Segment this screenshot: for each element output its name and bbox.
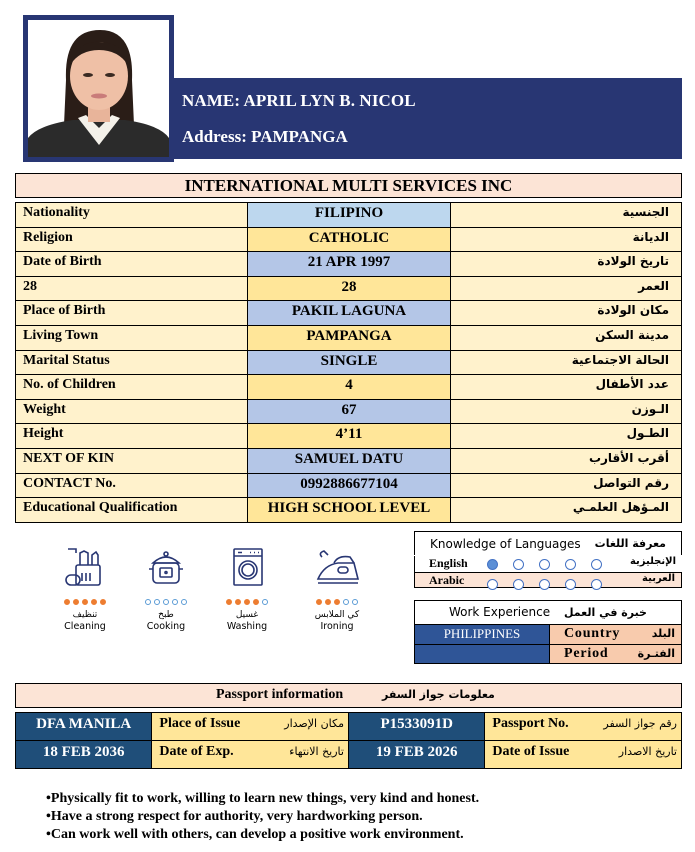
detail-value: 28 <box>248 276 451 301</box>
detail-label-ar: الطـول <box>451 424 682 449</box>
cleaning-icon <box>62 545 108 591</box>
candidate-address: Address: PAMPANGA <box>182 127 348 146</box>
passport-row <box>16 741 682 769</box>
languages-header <box>414 531 682 555</box>
label-en: Place of Issue <box>159 716 241 731</box>
language-row-english <box>414 556 682 572</box>
label-ar: مكان الإصدار <box>284 717 344 730</box>
rating-dot <box>73 599 79 605</box>
detail-label-ar: الديانة <box>451 227 682 252</box>
detail-label-ar: الجنسية <box>451 203 682 228</box>
detail-label: Place of Birth <box>16 301 248 326</box>
passport-title-ar: معلومات جواز السفر <box>382 688 495 701</box>
language-level-radio <box>591 559 602 570</box>
period-label-ar: الفتـرة <box>637 647 675 660</box>
details-row <box>16 448 682 473</box>
languages-title-ar: معرفة اللغات <box>594 537 666 550</box>
language-level-radio <box>487 559 498 570</box>
skill-label-ar: كي الملابس <box>314 610 360 620</box>
detail-value: CATHOLIC <box>248 227 451 252</box>
candidate-name: NAME: APRIL LYN B. NICOL <box>182 91 416 110</box>
details-row <box>16 473 682 498</box>
detail-label-ar: تاريخ الولادة <box>451 252 682 277</box>
detail-label-ar: أقرب الأقارب <box>451 448 682 473</box>
profile-photo <box>28 20 169 157</box>
place-of-issue-label <box>152 713 349 741</box>
label-ar: تاريخ الاصدار <box>618 745 677 758</box>
skill-cleaning <box>45 545 125 632</box>
date-of-exp-label <box>152 741 349 769</box>
rating-dot <box>325 599 331 605</box>
language-name: English <box>429 556 468 570</box>
detail-value: SAMUEL DATU <box>248 448 451 473</box>
period-label-en: Period <box>564 646 609 661</box>
detail-label-ar: المـؤهل العلمـي <box>451 498 682 523</box>
detail-label: Nationality <box>16 203 248 228</box>
rating-dot <box>163 599 169 605</box>
rating-dot <box>100 599 106 605</box>
rating-dot <box>145 599 151 605</box>
rating-dot <box>334 599 340 605</box>
rating-dot <box>64 599 70 605</box>
work-row-period <box>415 644 681 663</box>
details-row <box>16 252 682 277</box>
detail-label: No. of Children <box>16 375 248 400</box>
detail-label: 28 <box>16 276 248 301</box>
iron-icon <box>314 545 360 591</box>
rating-dot <box>82 599 88 605</box>
skill-label-en: Ironing <box>320 621 354 632</box>
language-level-arabic <box>487 579 602 590</box>
detail-value: 67 <box>248 399 451 424</box>
skill-cooking <box>126 545 206 632</box>
skill-ironing <box>297 545 377 632</box>
country-label-ar: البلد <box>651 627 675 640</box>
detail-value: 21 APR 1997 <box>248 252 451 277</box>
details-row <box>16 399 682 424</box>
detail-label-ar: مدينة السكن <box>451 325 682 350</box>
rating-dot <box>253 599 259 605</box>
rating-dot <box>235 599 241 605</box>
detail-label: Educational Qualification <box>16 498 248 523</box>
passport-table <box>15 712 682 769</box>
detail-value: PAMPANGA <box>248 325 451 350</box>
language-level-radio <box>565 579 576 590</box>
passport-no-label <box>485 713 682 741</box>
work-country-label <box>550 625 681 644</box>
washing-machine-icon <box>224 545 270 591</box>
rating-dot <box>352 599 358 605</box>
work-experience-title <box>415 601 681 625</box>
detail-label-ar: عدد الأطفال <box>451 375 682 400</box>
country-label-en: Country <box>564 626 621 641</box>
skill-label-ar: طبخ <box>158 610 174 620</box>
header-bar <box>173 78 682 159</box>
work-period-value <box>415 645 550 663</box>
rating-dot <box>172 599 178 605</box>
work-title-ar: خبرة في العمل <box>563 606 647 619</box>
details-row <box>16 227 682 252</box>
detail-label-ar: رقم التواصل <box>451 473 682 498</box>
rating-dot <box>226 599 232 605</box>
detail-label-ar: العمر <box>451 276 682 301</box>
detail-value: FILIPINO <box>248 203 451 228</box>
passport-title <box>15 683 682 708</box>
detail-label-ar: الحالة الاجتماعية <box>451 350 682 375</box>
detail-value: PAKIL LAGUNA <box>248 301 451 326</box>
skill-rating-ironing <box>297 599 377 605</box>
label-ar: رقم جواز السفر <box>603 717 677 730</box>
work-row-country <box>415 625 681 644</box>
work-title-en: Work Experience <box>448 605 551 619</box>
rating-dot <box>316 599 322 605</box>
profile-photo-frame <box>23 15 174 162</box>
details-row <box>16 325 682 350</box>
label-en: Date of Issue <box>492 744 570 759</box>
language-level-radio <box>591 579 602 590</box>
details-row <box>16 498 682 523</box>
detail-label: NEXT OF KIN <box>16 448 248 473</box>
detail-value: 4 <box>248 375 451 400</box>
rating-dot <box>244 599 250 605</box>
remarks-list <box>46 790 479 844</box>
work-country-value: PHILIPPINES <box>415 625 550 644</box>
rating-dot <box>343 599 349 605</box>
detail-label-ar: مكان الولادة <box>451 301 682 326</box>
detail-label: Date of Birth <box>16 252 248 277</box>
work-period-label <box>550 645 681 663</box>
detail-label: CONTACT No. <box>16 473 248 498</box>
date-of-exp-value: 18 FEB 2036 <box>16 741 152 769</box>
personal-details-table <box>15 202 682 523</box>
date-of-issue-label <box>485 741 682 769</box>
language-name-ar: العربية <box>642 573 675 584</box>
label-en: Date of Exp. <box>159 744 234 759</box>
detail-value: HIGH SCHOOL LEVEL <box>248 498 451 523</box>
company-banner: INTERNATIONAL MULTI SERVICES INC <box>15 173 682 198</box>
rating-dot <box>181 599 187 605</box>
details-row <box>16 375 682 400</box>
detail-value: 4’11 <box>248 424 451 449</box>
language-level-radio <box>539 559 550 570</box>
remark-item: •Have a strong respect for authority, very hardworking person. <box>46 809 423 824</box>
detail-label-ar: الـوزن <box>451 399 682 424</box>
detail-label: Marital Status <box>16 350 248 375</box>
details-row <box>16 276 682 301</box>
language-level-radio <box>565 559 576 570</box>
skill-label-en: Washing <box>226 621 268 632</box>
detail-label: Living Town <box>16 325 248 350</box>
passport-no-value: P1533091D <box>348 713 484 741</box>
detail-label: Height <box>16 424 248 449</box>
language-name-ar: الإنجليزية <box>629 556 676 567</box>
rating-dot <box>262 599 268 605</box>
label-ar: تاريخ الانتهاء <box>289 745 344 758</box>
language-level-english <box>487 559 602 570</box>
skill-rating-washing <box>207 599 287 605</box>
detail-label: Weight <box>16 399 248 424</box>
passport-title-en: Passport information <box>216 687 344 702</box>
details-row <box>16 301 682 326</box>
details-row <box>16 424 682 449</box>
language-name: Arabic <box>429 573 465 587</box>
skill-washing <box>207 545 287 632</box>
passport-row <box>16 713 682 741</box>
cooking-icon <box>143 545 189 591</box>
skill-label-ar: تنظيف <box>72 610 98 620</box>
language-level-radio <box>513 579 524 590</box>
date-of-issue-value: 19 FEB 2026 <box>348 741 484 769</box>
work-experience-table <box>414 600 682 664</box>
language-level-radio <box>487 579 498 590</box>
languages-title-en: Knowledge of Languages <box>430 536 581 551</box>
detail-label: Religion <box>16 227 248 252</box>
skill-label-en: Cleaning <box>64 621 106 632</box>
skills-section <box>45 545 385 645</box>
label-en: Passport No. <box>492 716 569 731</box>
language-row-arabic <box>414 572 682 588</box>
language-level-radio <box>513 559 524 570</box>
remark-item: •Can work well with others, can develop a positive work environment. <box>46 827 464 842</box>
skill-rating-cooking <box>126 599 206 605</box>
skill-rating-cleaning <box>45 599 125 605</box>
detail-value: 0992886677104 <box>248 473 451 498</box>
rating-dot <box>154 599 160 605</box>
language-level-radio <box>539 579 550 590</box>
place-of-issue-value: DFA MANILA <box>16 713 152 741</box>
details-row <box>16 203 682 228</box>
rating-dot <box>91 599 97 605</box>
skill-label-ar: غسيل <box>235 610 259 620</box>
skill-label-en: Cooking <box>146 621 186 632</box>
detail-value: SINGLE <box>248 350 451 375</box>
details-row <box>16 350 682 375</box>
remark-item: •Physically fit to work, willing to learn new things, very kind and honest. <box>46 791 480 806</box>
